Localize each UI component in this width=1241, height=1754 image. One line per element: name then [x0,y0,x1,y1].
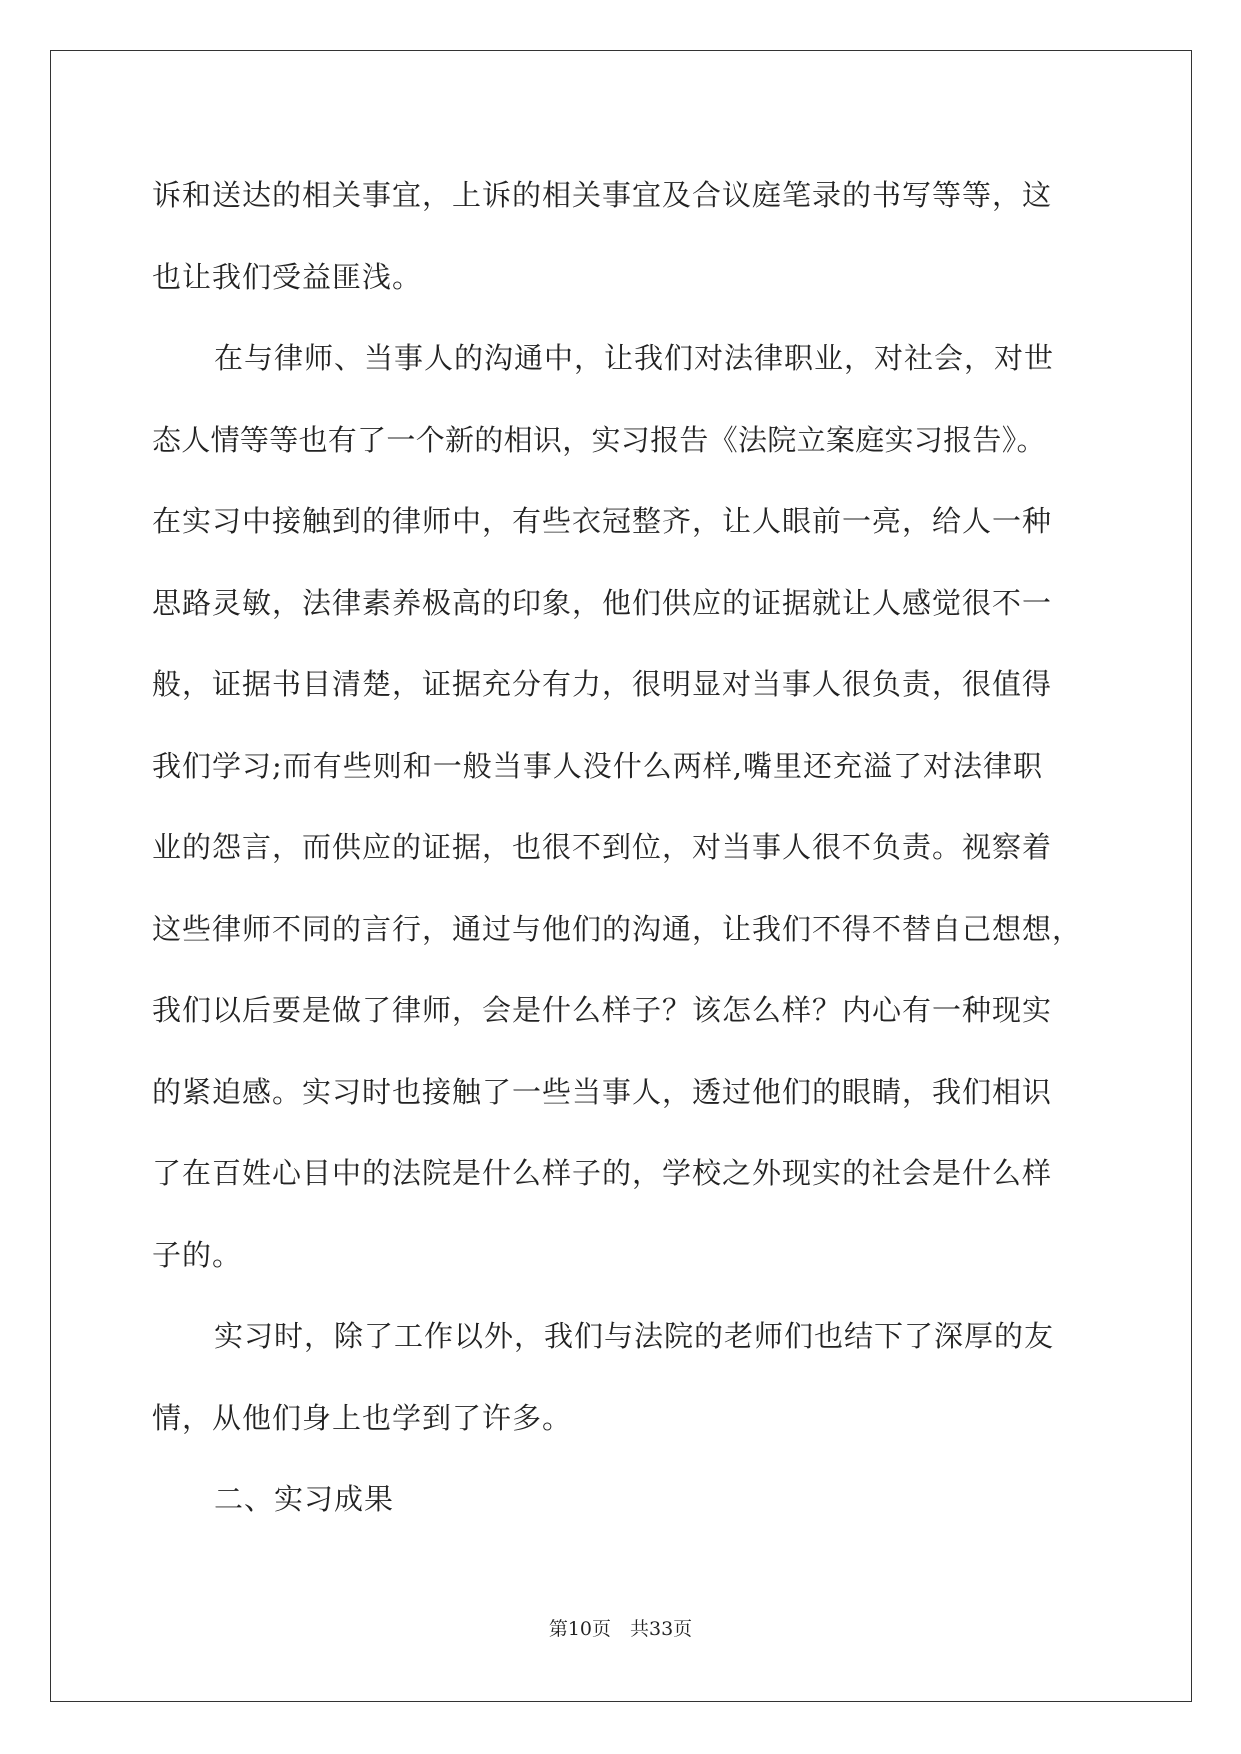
page-number-footer: 第10页 共33页 [548,1618,693,1640]
text-line: 诉和送达的相关事宜，上诉的相关事宜及合议庭笔录的书写等等，这 [152,178,1053,212]
text-line: 在实习中接触到的律师中，有些衣冠整齐，让人眼前一亮，给人一种 [152,504,1053,538]
section-heading: 二、实习成果 [214,1482,395,1516]
text-line: 子的。 [152,1237,243,1272]
text-line: 态人情等等也有了一个新的相识，实习报告《法院立案庭实习报告》。 [152,422,1046,457]
paragraph-start-line: 在与律师、当事人的沟通中，让我们对法律职业，对社会，对世 [214,341,1055,375]
text-line: 我们学习;而有些则和一般当事人没什么两样,嘴里还充溢了对法律职 [152,748,1043,783]
text-line: 这些律师不同的言行，通过与他们的沟通，让我们不得不替自己想想， [152,911,1083,946]
text-line: 情，从他们身上也学到了许多。 [152,1400,573,1435]
text-line: 也让我们受益匪浅。 [152,259,423,294]
paragraph-start-line: 实习时，除了工作以外，我们与法院的老师们也结下了深厚的友 [214,1319,1055,1353]
document-body [152,155,1092,1541]
text-line: 了在百姓心目中的法院是什么样子的，学校之外现实的社会是什么样 [152,1156,1053,1190]
text-line: 思路灵敏，法律素养极高的印象，他们供应的证据就让人感觉很不一 [152,585,1053,620]
text-line: 业的怨言，而供应的证据，也很不到位，对当事人很不负责。视察着 [152,830,1053,864]
text-line: 的紧迫感。实习时也接触了一些当事人，透过他们的眼睛，我们相识 [152,1074,1053,1109]
text-line: 般，证据书目清楚，证据充分有力，很明显对当事人很负责，很值得 [152,667,1053,701]
text-line: 我们以后要是做了律师，会是什么样子？该怎么样？内心有一种现实 [152,993,1053,1027]
